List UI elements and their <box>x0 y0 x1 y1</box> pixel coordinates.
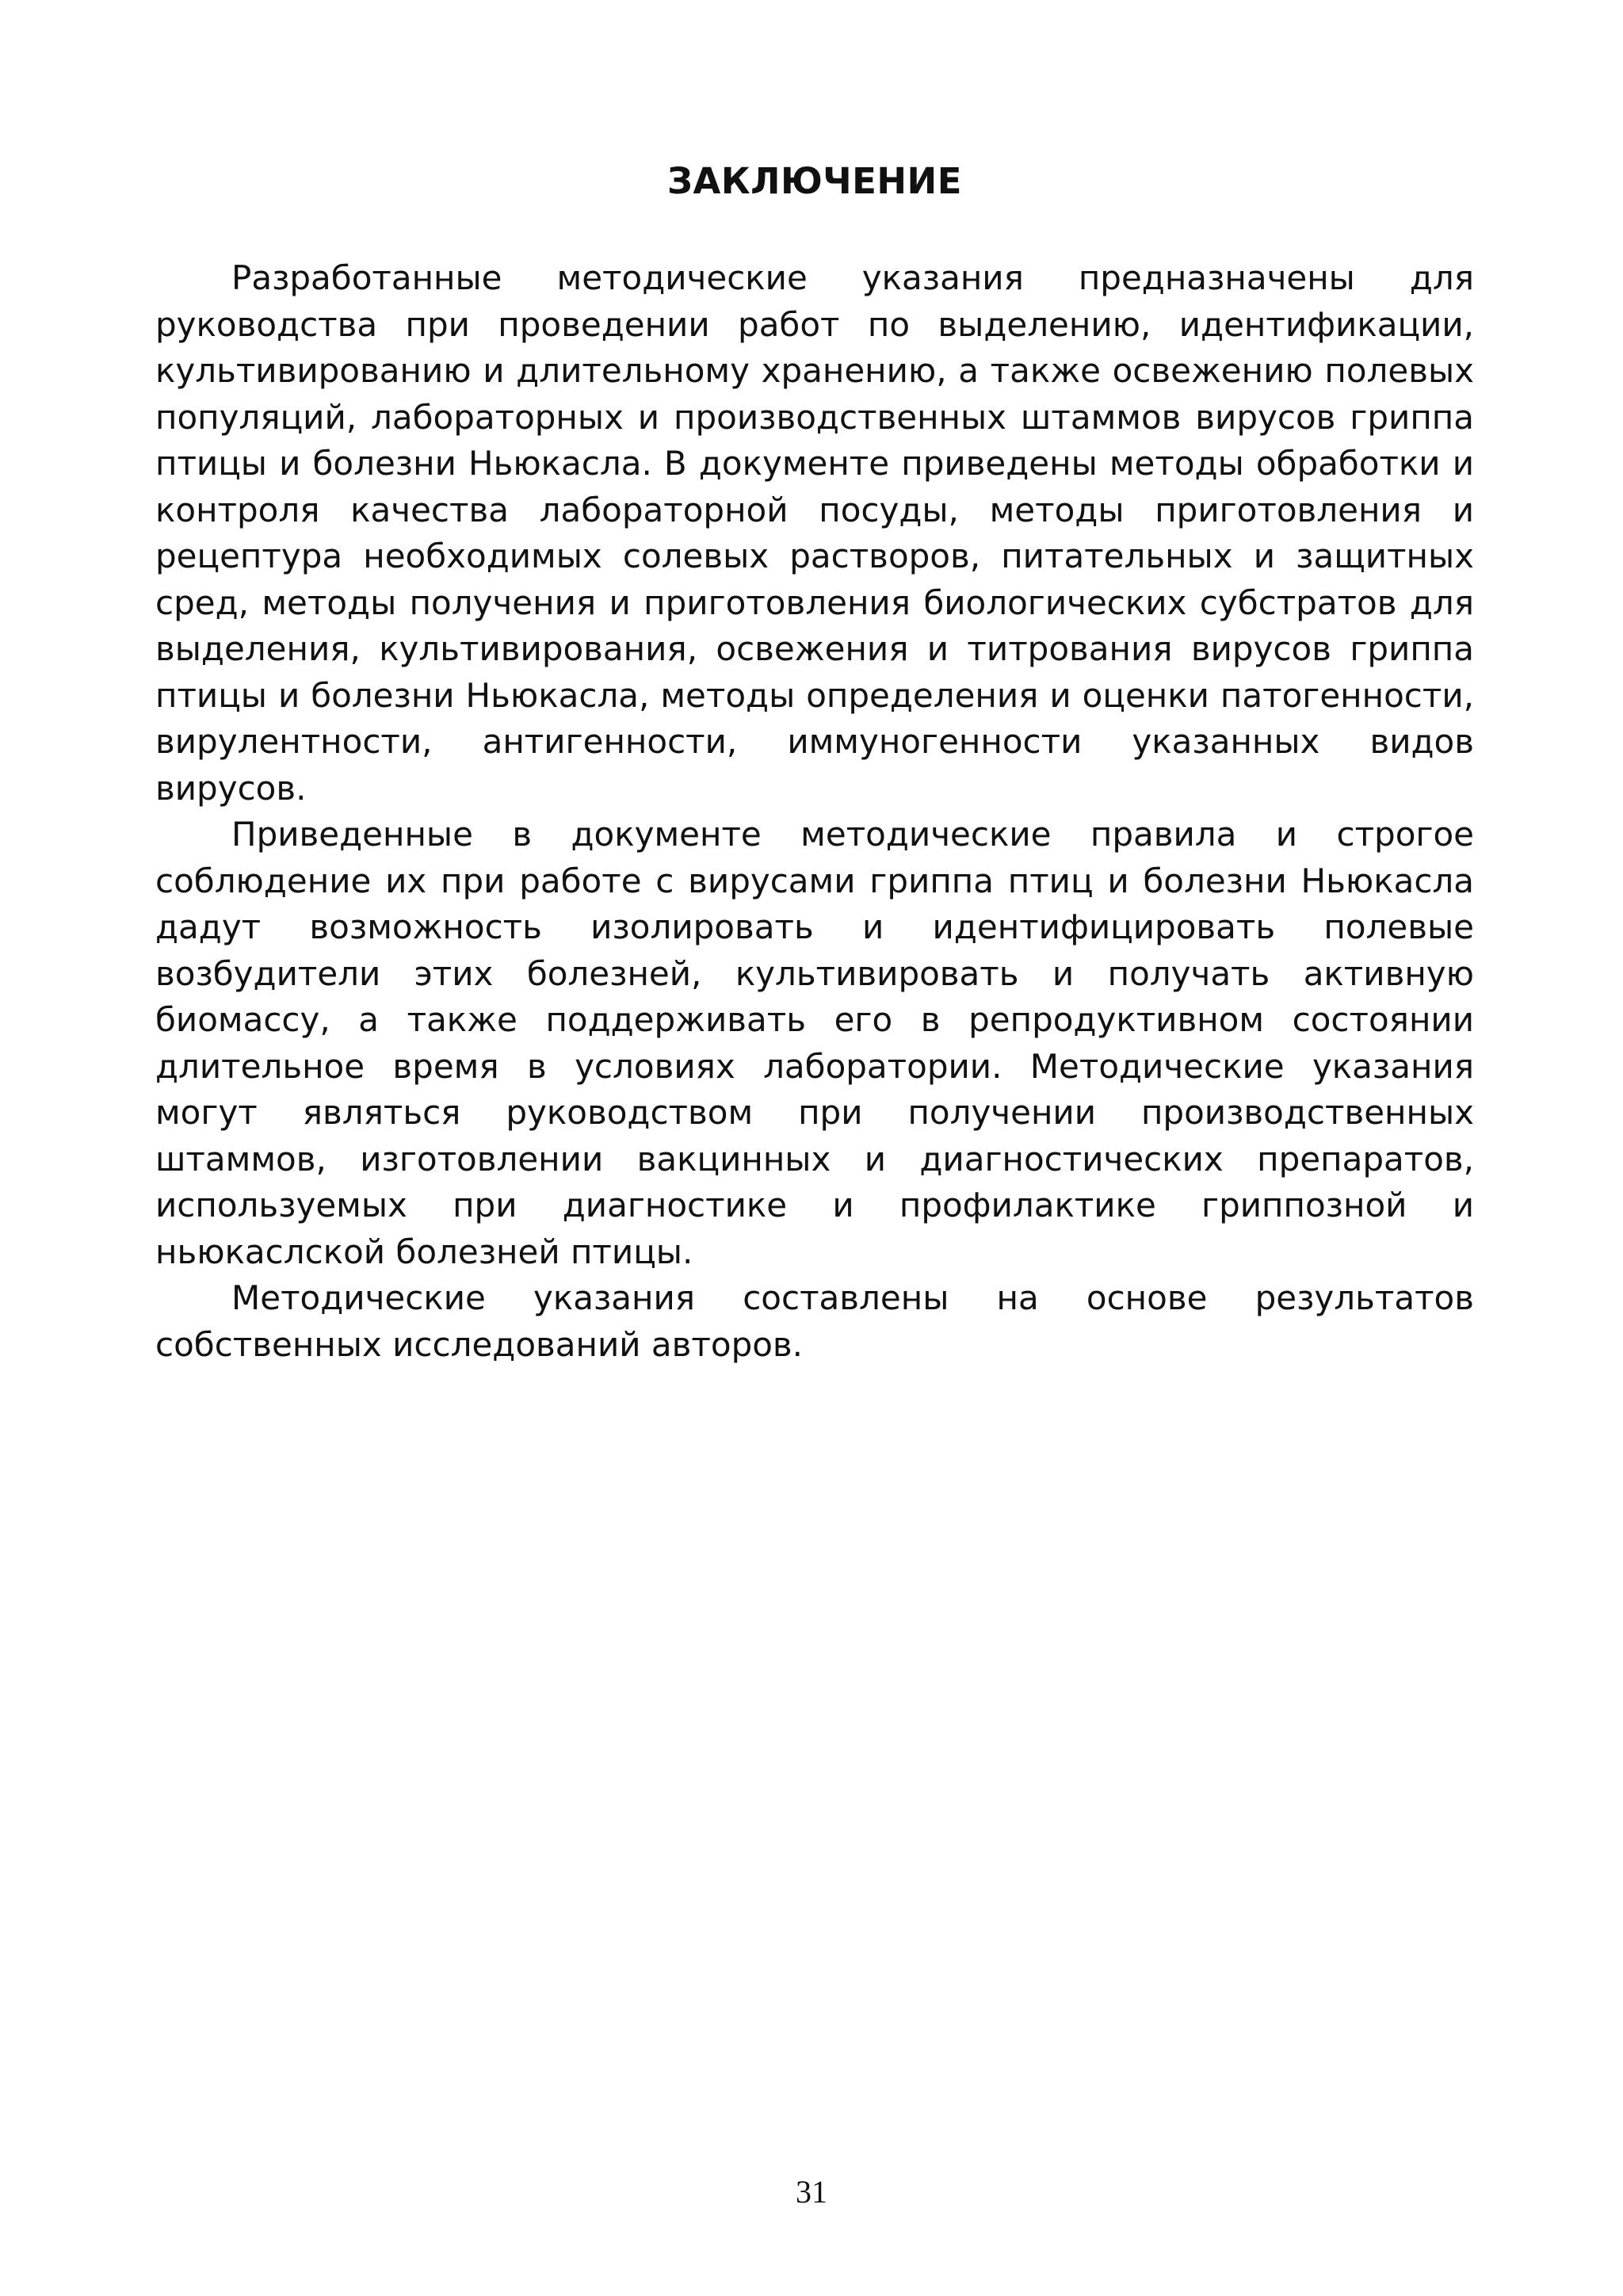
document-body <box>155 159 1474 1368</box>
paragraph-purpose: Разработанные методические указания предназначены для руководства при проведении работ по выделению, идентификации, культивированию и длительному хранению, а также освежению полевых популяций, лабораторных и производственных штаммов вирусов гриппа птицы и болезни Ньюкасла. В документе приведены методы обработки и контроля качества лабораторной посуды, методы приготовления и рецептура необходимых солевых растворов, питательных и защитных сред, методы получения и приготовления биологических субстратов для выделения, культивирования, освежения и титрования вирусов гриппа птицы и болезни Ньюкасла, методы определения и оценки патогенности, вирулентности, антигенности, иммуногенности указанных видов вирусов. <box>155 258 1474 808</box>
paragraph-application: Приведенные в документе методические правила и строгое соблюдение их при работе с вирусами гриппа птиц и болезни Ньюкасла дадут возможность изолировать и идентифицировать полевые возбудители этих болезней, культивировать и получать активную биомассу, а также поддерживать его в репродуктивном состоянии длительное время в условиях лаборатории. Методические указания могут являться руководством при получении производственных штаммов, изготовлении вакцинных и диагностических препаратов, используемых при диагностике и профилактике гриппозной и ньюкаслской болезней птицы. <box>155 815 1474 1271</box>
section-heading: ЗАКЛЮЧЕНИЕ <box>667 160 962 202</box>
page-number: 31 <box>796 2174 827 2210</box>
paragraph-basis: Методические указания составлены на основе результатов собственных исследований авторов. <box>155 1278 1474 1364</box>
